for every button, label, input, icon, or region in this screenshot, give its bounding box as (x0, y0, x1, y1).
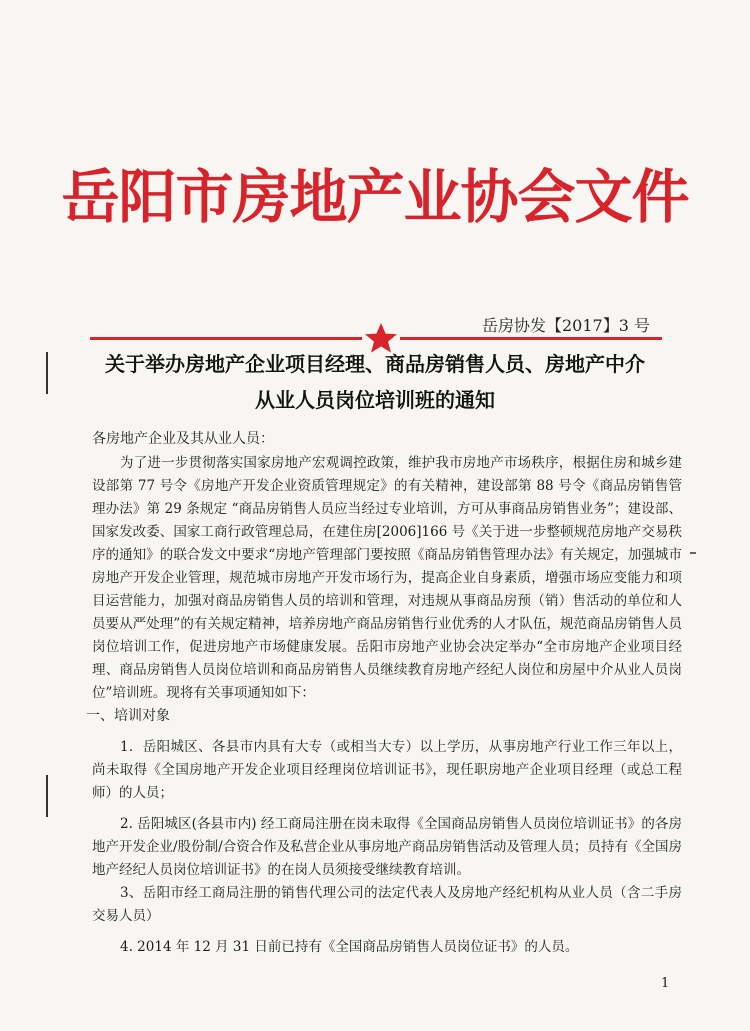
notice-body (86, 452, 682, 959)
list-item: 4. 2014 年 12 月 31 日前已持有《全国商品房销售人员岗位证书》的人员。 (120, 939, 579, 955)
section-heading-training-targets: 一、培训对象 (86, 708, 170, 724)
list-item: 1．岳阳城区、各县市内具有大专（或相当大专）以上学历，从事房地产行业工作三年以上，尚未取得《全国房地产开发企业项目经理岗位培训证书》，现任职房地产企业项目经理（或总工程师）的人员； (92, 739, 682, 801)
binding-mark (46, 775, 48, 817)
red-rule-left (90, 337, 362, 340)
list-item: 3、岳阳市经工商局注册的销售代理公司的法定代表人及房地产经纪机构从业人员（含二手房交易人员） (92, 885, 682, 924)
notice-title-line-1: 关于举办房地产企业项目经理、商品房销售人员、房地产中介 (105, 352, 645, 376)
binding-mark (46, 352, 48, 394)
salutation: 各房地产企业及其从业人员： (92, 431, 274, 447)
masthead-title: 岳阳市房地产业协会文件 (61, 163, 689, 231)
intro-paragraph: 为了进一步贯彻落实国家房地产宏观调控政策，维护我市房地产市场秩序，根据住房和城乡建设部第 77 号令《房地产开发企业资质管理规定》的有关精神，建设部第 88 号令《商品房销售管理办法》第 29 条规定 “商品房销售人员应当经过专业培训，方可从事商品房销售业务”；建设部、国家发改委、国家工商行政管理总局，在建住房[2006]166 号《关于进一步整顿规范房地产交易秩序的通知》的联合发文中要求“房地产管理部门要按照《商品房销售管理办法》有关规定，加强城市房地产开发企业管理，规范城市房地产开发市场行为，提高企业自身素质，增强市场应变能力和项目运营能力，加强对商品房销售人员的培训和管理，对违规从事商品房预（销）售活动的单位和人员要从严处理”的有关规定精神，培养房地产商品房销售行业优秀的人才队伍，规范商品房销售人员岗位培训工作，促进房地产市场健康发展。岳阳市房地产业协会决定举办“全市房地产企业项目经理、商品房销售人员岗位培训和商品房销售人员继续教育房地产经纪人岗位和房屋中介从业人员岗位”培训班。现将有关事项通知如下： (92, 455, 682, 701)
page-number: 1 (661, 976, 670, 991)
red-rule-right (400, 337, 662, 340)
notice-title-line-2: 从业人员岗位培训班的通知 (255, 388, 495, 412)
scan-speck (690, 552, 696, 554)
document-number: 岳房协发【2017】3 号 (482, 316, 650, 335)
list-item: 2. 岳阳城区(各县市内) 经工商局注册在岗未取得《全国商品房销售人员岗位培训证书》的各房地产开发企业/股份制/合资合作及私营企业从事房地产商品房销售活动及管理人员；员持有《全国房地产经纪人员岗位培训证书》的在岗人员须接受继续教育培训。 (92, 816, 682, 878)
